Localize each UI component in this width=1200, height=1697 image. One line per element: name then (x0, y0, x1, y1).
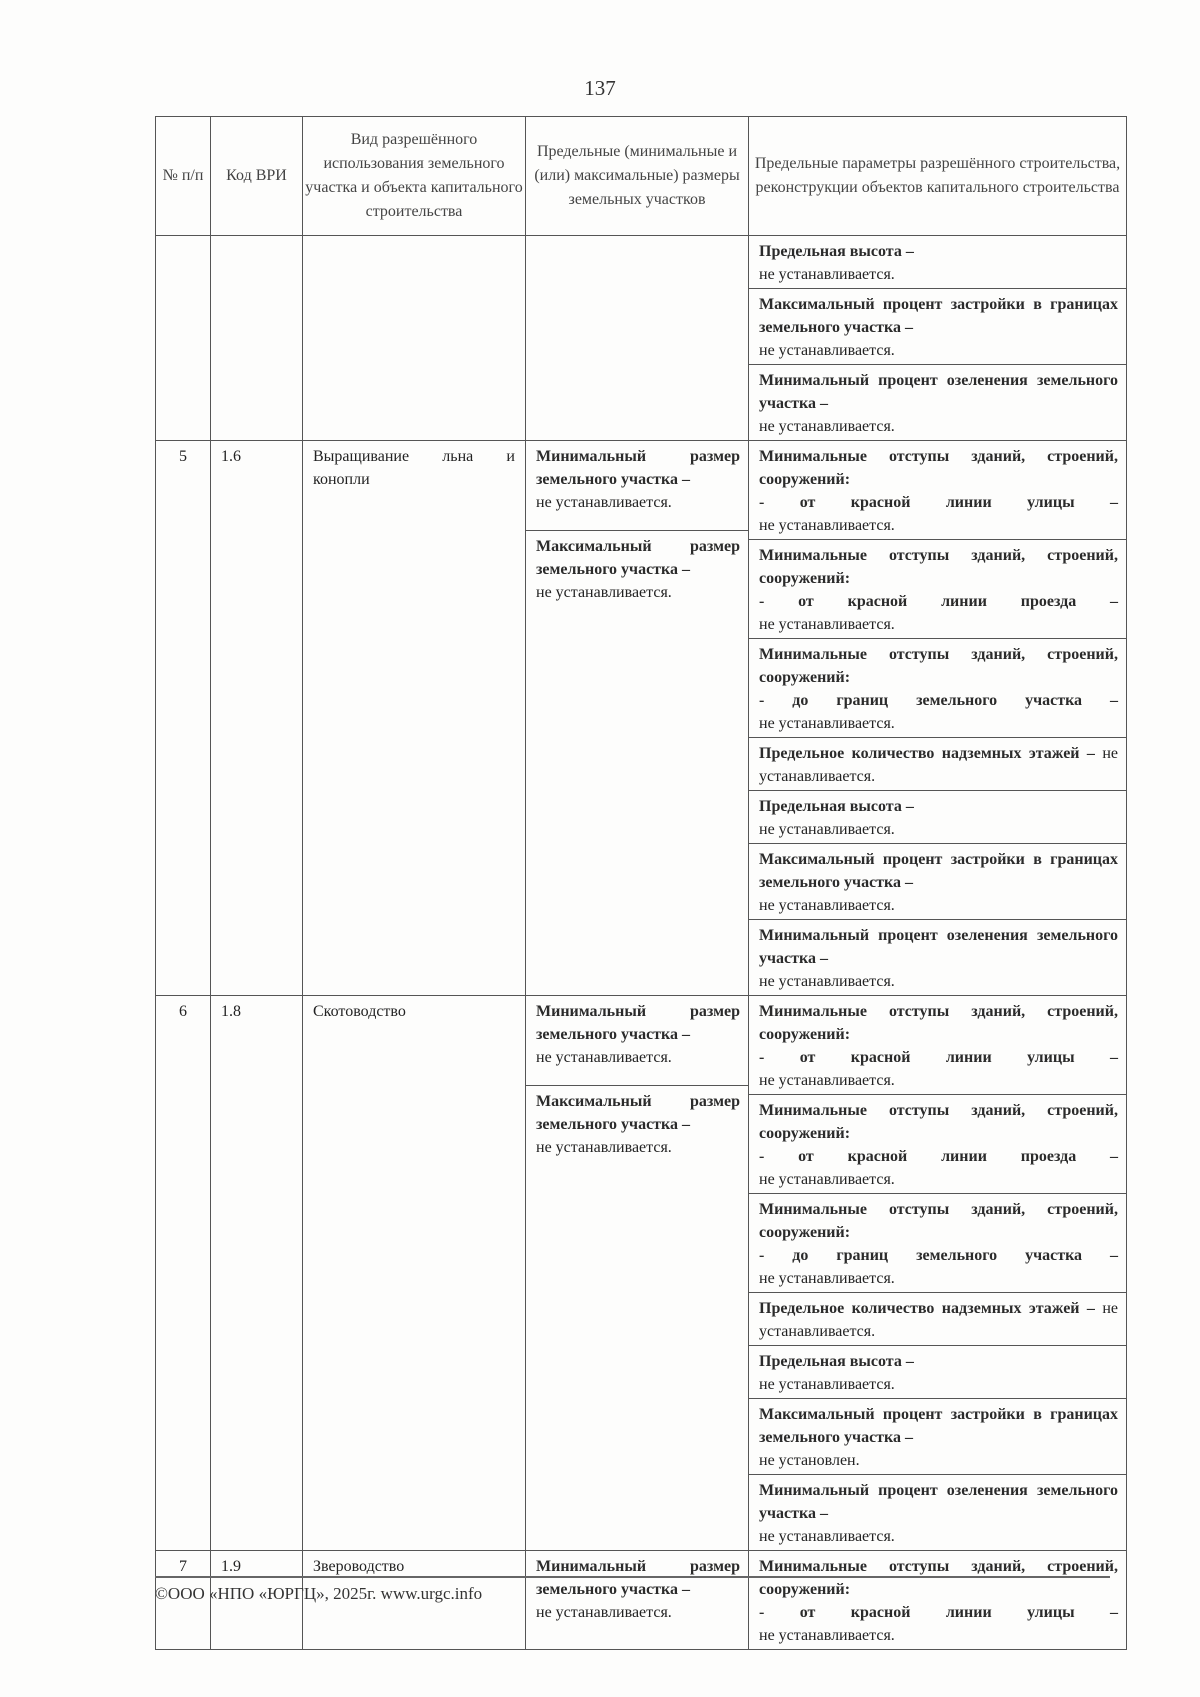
params-cell (749, 996, 1127, 1551)
param-block: Максимальный процент застройки в границах земельного участка – не устанавливается. (749, 288, 1126, 364)
min-size-block: Минимальный размер земельного участка – не устанавливается. (536, 448, 740, 511)
param-block: Минимальный процент озеленения земельного участка – не устанавливается. (749, 364, 1126, 440)
min-size-block: Минимальный размер земельного участка – не устанавливается. (536, 1003, 740, 1066)
params-cell (749, 1551, 1127, 1650)
table-row (156, 236, 1127, 441)
row-number: 7 (156, 1551, 211, 1650)
header-kind: Вид разрешённого использования земельного участка и объекта капитального строительства (303, 117, 526, 236)
param-block: Минимальные отступы зданий, строений, сооружений: - от красной линии проезда – не устанавливается. (749, 1094, 1126, 1193)
param-block: Минимальный процент озеленения земельного участка – не устанавливается. (749, 919, 1126, 995)
param-block: Минимальные отступы зданий, строений, сооружений: - от красной линии улицы – не устанавливается. (759, 1003, 1118, 1089)
param-block: Предельная высота – не устанавливается. (759, 243, 914, 283)
param-block: Максимальный процент застройки в границах земельного участка – не устанавливается. (749, 843, 1126, 919)
regulations-table (155, 116, 1127, 1650)
max-size-block: Максимальный размер земельного участка – не устанавливается. (526, 530, 748, 606)
params-cell (749, 441, 1127, 996)
min-size-block: Минимальный размер земельного участка – не устанавливается. (536, 1558, 740, 1621)
param-block: Минимальные отступы зданий, строений, сооружений: - от красной линии улицы – не устанавливается. (759, 1558, 1118, 1644)
params-cell (749, 236, 1127, 441)
row-number: 5 (156, 441, 211, 996)
table-row (156, 996, 1127, 1551)
param-block: Предельное количество надземных этажей – не устанавливается. (749, 1292, 1126, 1345)
header-sizes: Предельные (минимальные и (или) максимальные) размеры земельных участков (526, 117, 749, 236)
sizes-cell (526, 441, 749, 996)
row-name: Выращивание льна и конопли (303, 441, 526, 996)
max-size-block: Максимальный размер земельного участка – не устанавливается. (526, 1085, 748, 1161)
param-block: Предельная высота – не устанавливается. (749, 790, 1126, 843)
sizes-cell (526, 996, 749, 1551)
row-name: Скотоводство (303, 996, 526, 1551)
param-block: Предельное количество надземных этажей – не устанавливается. (749, 737, 1126, 790)
param-block: Минимальные отступы зданий, строений, сооружений: - от красной линии проезда – не устанавливается. (749, 539, 1126, 638)
row-name: Звероводство (303, 1551, 526, 1650)
param-block: Максимальный процент застройки в границах земельного участка – не установлен. (749, 1398, 1126, 1474)
table-row (156, 441, 1127, 996)
row-code: 1.6 (211, 441, 303, 996)
footer-copyright: ©ООО «НПО «ЮРГЦ», 2025г. www.urgc.info (155, 1584, 483, 1603)
row-code: 1.9 (211, 1551, 303, 1650)
header-num: № п/п (156, 117, 211, 236)
header-params: Предельные параметры разрешённого строительства, реконструкции объектов капитального строительства (749, 117, 1127, 236)
page-number: 137 (584, 76, 616, 100)
param-block: Минимальные отступы зданий, строений, сооружений: - до границ земельного участка – не устанавливается. (749, 638, 1126, 737)
param-block: Минимальные отступы зданий, строений, сооружений: - до границ земельного участка – не устанавливается. (749, 1193, 1126, 1292)
header-code: Код ВРИ (211, 117, 303, 236)
row-code: 1.8 (211, 996, 303, 1551)
sizes-cell (526, 1551, 749, 1650)
param-block: Минимальные отступы зданий, строений, сооружений: - от красной линии улицы – не устанавливается. (759, 448, 1118, 534)
footer-divider (155, 1576, 1110, 1578)
row-number: 6 (156, 996, 211, 1551)
param-block: Минимальный процент озеленения земельного участка – не устанавливается. (749, 1474, 1126, 1550)
param-block: Предельная высота – не устанавливается. (749, 1345, 1126, 1398)
table-header-row (156, 117, 1127, 236)
